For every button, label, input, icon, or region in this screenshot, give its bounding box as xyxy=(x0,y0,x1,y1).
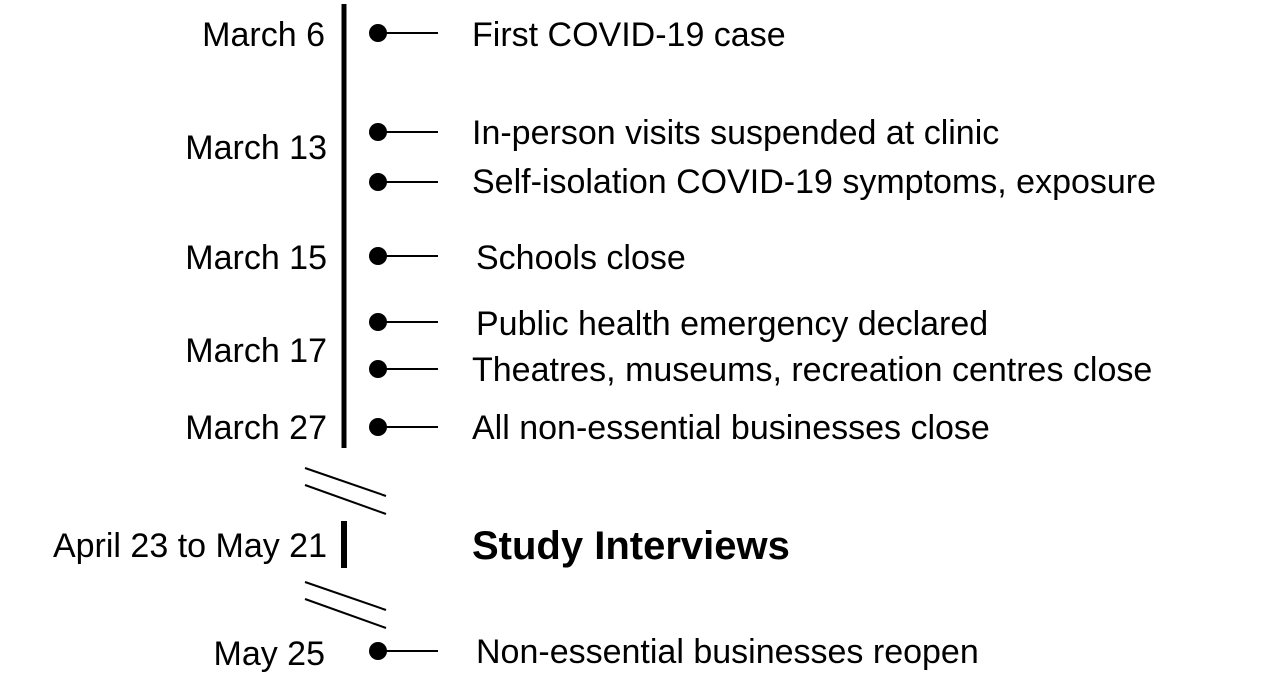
event-label-emergency-declared: Public health emergency declared xyxy=(476,305,989,343)
break-mark-1 xyxy=(305,468,386,514)
event-marker-6 xyxy=(369,360,438,378)
event-label-visits-suspended: In-person visits suspended at clinic xyxy=(472,114,1000,152)
event-marker-4 xyxy=(369,247,438,265)
event-marker-7 xyxy=(369,418,438,436)
date-march-6: March 6 xyxy=(202,16,325,54)
date-study-period: April 23 to May 21 xyxy=(52,527,327,565)
date-march-17: March 17 xyxy=(185,332,327,370)
event-label-self-isolation: Self-isolation COVID-19 symptoms, exposure xyxy=(472,163,1157,201)
event-marker-1 xyxy=(369,24,438,42)
date-may-25: May 25 xyxy=(213,635,325,673)
break-mark-2 xyxy=(305,582,386,628)
event-marker-2 xyxy=(369,123,438,141)
date-march-15: March 15 xyxy=(185,239,327,277)
event-label-theatres-close: Theatres, museums, recreation centres close xyxy=(472,351,1153,389)
event-label-first-case: First COVID-19 case xyxy=(472,16,786,54)
event-marker-final xyxy=(369,642,438,660)
event-marker-5 xyxy=(369,313,438,331)
date-march-27: March 27 xyxy=(185,409,327,447)
event-label-businesses-close: All non-essential businesses close xyxy=(472,409,990,447)
event-marker-3 xyxy=(369,173,438,191)
date-march-13: March 13 xyxy=(185,129,327,167)
study-interviews-label: Study Interviews xyxy=(472,524,790,568)
event-label-schools-close: Schools close xyxy=(476,239,686,277)
event-label-businesses-reopen: Non-essential businesses reopen xyxy=(476,633,979,671)
